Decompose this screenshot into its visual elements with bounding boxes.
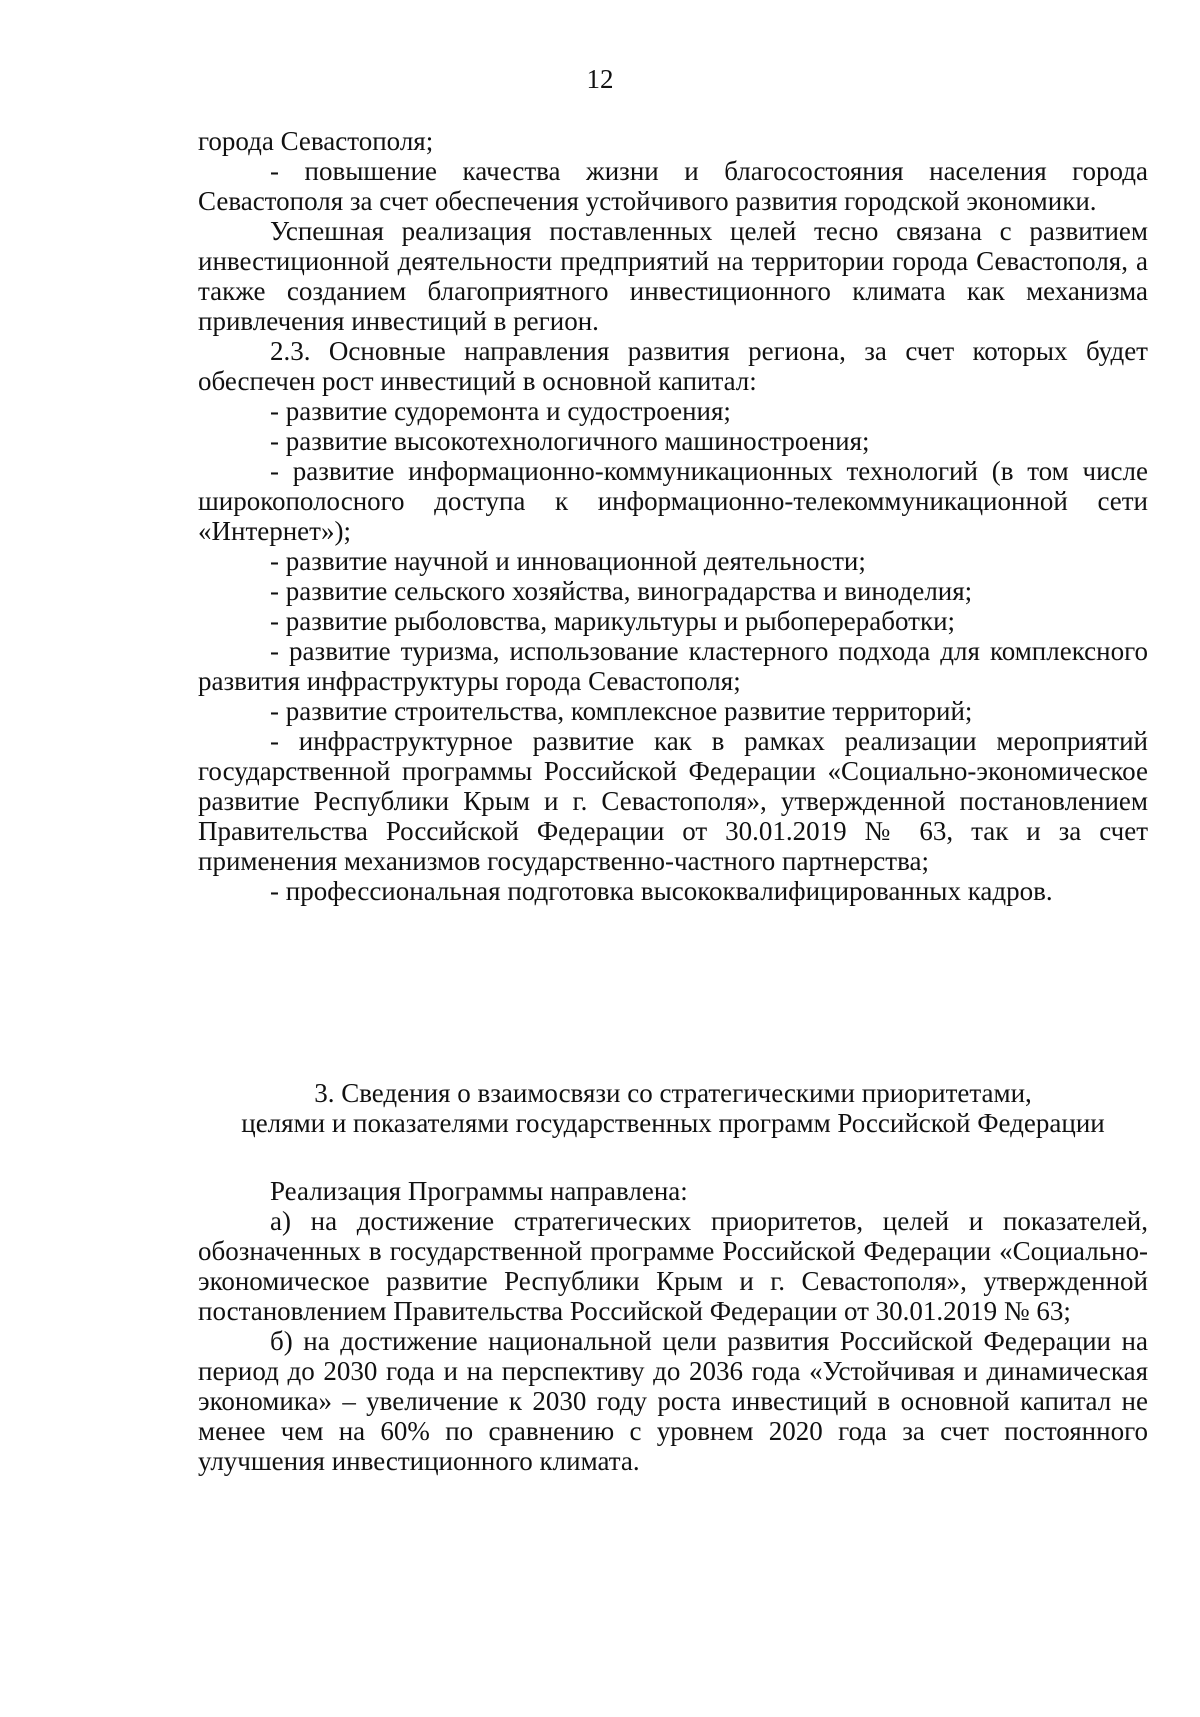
list-item: - инфраструктурное развитие как в рамках реализации мероприятий государственной программы Российской Федерации «Социально-экономическое развитие Республики Крым и г. Севастополя», утвержденной постановлением Правительства Российской Федерации от 30.01.2019 № 63, так и за счет применения механизмов государственно-частного партнерства; xyxy=(198,726,1148,876)
list-item: - развитие научной и инновационной деятельности; xyxy=(270,546,866,576)
list-item: - развитие информационно-коммуникационных технологий (в том числе широкополосного доступа к информационно-телекоммуникационной сети «Интернет»); xyxy=(198,456,1148,546)
list-item-quality-of-life: - повышение качества жизни и благосостояния населения города Севастополя за счет обеспечения устойчивого развития городской экономики. xyxy=(198,156,1148,216)
list-item: - развитие высокотехнологичного машиностроения; xyxy=(270,426,870,456)
section-3-item-a: а) на достижение стратегических приоритетов, целей и показателей, обозначенных в государственной программе Российской Федерации «Социально-экономическое развитие Республики Крым и г. Севастополя», утвержденной постановлением Правительства Российской Федерации от 30.01.2019 № 63; xyxy=(198,1206,1148,1326)
list-item: - развитие строительства, комплексное развитие территорий; xyxy=(270,696,973,726)
list-item: - развитие рыболовства, марикультуры и рыбопереработки; xyxy=(270,606,956,636)
page-number: 12 xyxy=(586,64,614,94)
section-3-body xyxy=(198,1176,1148,1476)
paragraph-success: Успешная реализация поставленных целей тесно связана с развитием инвестиционной деятельности предприятий на территории города Севастополя, а также созданием благоприятного инвестиционного климата как механизма привлечения инвестиций в регион. xyxy=(198,216,1148,336)
list-item: - развитие судоремонта и судостроения; xyxy=(270,396,731,426)
list-item: - развитие сельского хозяйства, виноградарства и виноделия; xyxy=(270,576,973,606)
continuation-line: города Севастополя; xyxy=(198,126,434,156)
section-3-heading-line1: 3. Сведения о взаимосвязи со стратегическими приоритетами, xyxy=(314,1078,1032,1108)
section-3-heading xyxy=(198,1078,1148,1138)
list-item: - профессиональная подготовка высококвалифицированных кадров. xyxy=(270,876,1053,906)
section-3-heading-line2: целями и показателями государственных программ Российской Федерации xyxy=(241,1108,1105,1138)
section-2-3-lead: 2.3. Основные направления развития региона, за счет которых будет обеспечен рост инвестиций в основной капитал: xyxy=(198,336,1148,396)
section-3-item-b: б) на достижение национальной цели развития Российской Федерации на период до 2030 года и на перспективу до 2036 года «Устойчивая и динамическая экономика» – увеличение к 2030 году роста инвестиций в основной капитал не менее чем на 60% по сравнению с уровнем 2020 года за счет постоянного улучшения инвестиционного климата. xyxy=(198,1326,1148,1476)
section-3-lead: Реализация Программы направлена: xyxy=(270,1176,688,1206)
list-item: - развитие туризма, использование кластерного подхода для комплексного развития инфраструктуры города Севастополя; xyxy=(198,636,1148,696)
document-body xyxy=(198,126,1148,906)
